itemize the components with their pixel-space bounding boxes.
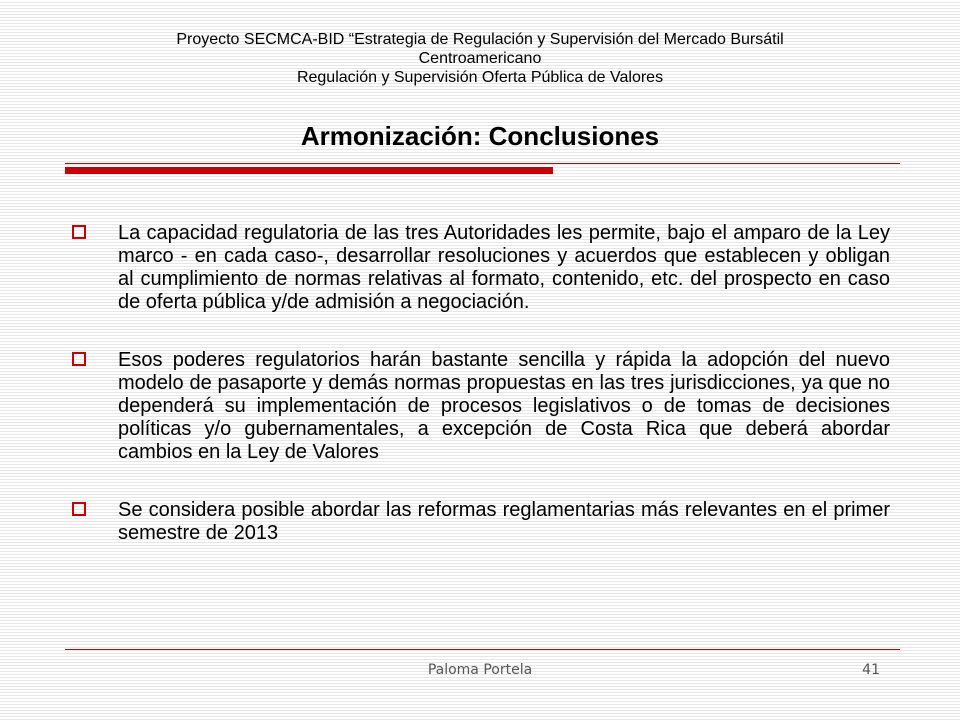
bullet-item	[72, 222, 890, 314]
header-project-line-continued: Centroamericano	[418, 50, 542, 67]
bullet-text: Se considera posible abordar las reformas reglamentarias más relevantes en el primer semestre de 2013	[118, 499, 890, 544]
footer-divider	[65, 649, 900, 650]
slide-header	[40, 30, 920, 87]
square-bullet-icon	[72, 502, 86, 516]
page-number: 41	[862, 662, 880, 678]
title-divider-thin	[65, 163, 900, 164]
slide-title: Armonización: Conclusiones	[300, 121, 660, 151]
header-subtitle: Regulación y Supervisión Oferta Pública de Valores	[296, 69, 664, 86]
bullet-text: Esos poderes regulatorios harán bastante sencilla y rápida la adopción del nuevo modelo de pasaporte y demás normas propuestas en las tres jurisdicciones, ya que no dependerá su implementación de procesos legislativos o de tomas de decisiones políticas y/o gubernamentales, a excepción de Costa Rica que deberá abordar cambios en la Ley de Valores	[118, 349, 890, 463]
bullet-item	[72, 349, 890, 464]
title-divider-thick	[65, 167, 553, 174]
bullet-item	[72, 499, 890, 545]
header-project-line: Proyecto SECMCA-BID “Estrategia de Regulación y Supervisión del Mercado Bursátil	[176, 31, 784, 48]
square-bullet-icon	[72, 352, 86, 366]
square-bullet-icon	[72, 225, 86, 239]
bullet-list	[72, 222, 890, 545]
footer-author: Paloma Portela	[427, 662, 533, 678]
bullet-text: La capacidad regulatoria de las tres Autoridades les permite, bajo el amparo de la Ley marco - en cada caso-, desarrollar resoluciones y acuerdos que establecen y obligan al cumplimiento de normas relativas al formato, contenido, etc. del prospecto en caso de oferta pública y/de admisión a negociación.	[118, 222, 890, 313]
